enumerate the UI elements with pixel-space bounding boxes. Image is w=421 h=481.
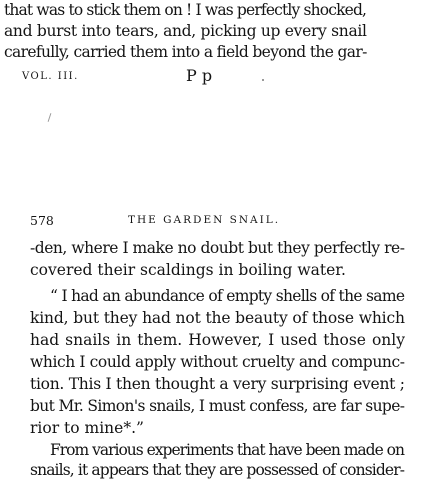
text-line: rior to mine*.” [30, 419, 144, 437]
volume-signature: VOL. III. [22, 71, 79, 82]
text-line: tion. This I then thought a very surprising event ; [30, 375, 405, 393]
page-number: 578 [30, 213, 54, 228]
text-line: had snails in them. However, I used those only [30, 331, 405, 349]
text-line: -den, where I make no doubt but they perfectly re- [30, 239, 405, 257]
quote-paragraph-start: “ I had an abundance of empty shells of the same [50, 287, 405, 305]
scan-mark [48, 113, 52, 122]
paragraph-start: From various experiments that have been made on [50, 441, 404, 459]
signature-mark: P p [186, 66, 213, 85]
text-line: and burst into tears, and, picking up every snail [4, 22, 367, 40]
text-line: carefully, carried them into a field beyond the gar- [4, 43, 367, 61]
text-line: snails, it appears that they are possessed of consider- [30, 461, 405, 479]
running-title: THE GARDEN SNAIL. [128, 214, 281, 226]
text-line: that was to stick them on ! I was perfectly shocked, [4, 1, 367, 19]
scan-speck [262, 79, 264, 81]
text-line: kind, but they had not the beauty of those which [30, 309, 405, 327]
text-line: covered their scaldings in boiling water. [30, 261, 346, 279]
text-line: but Mr. Simon's snails, I must confess, are far supe- [30, 397, 405, 415]
text-line: which I could apply without cruelty and compunc- [30, 353, 405, 371]
